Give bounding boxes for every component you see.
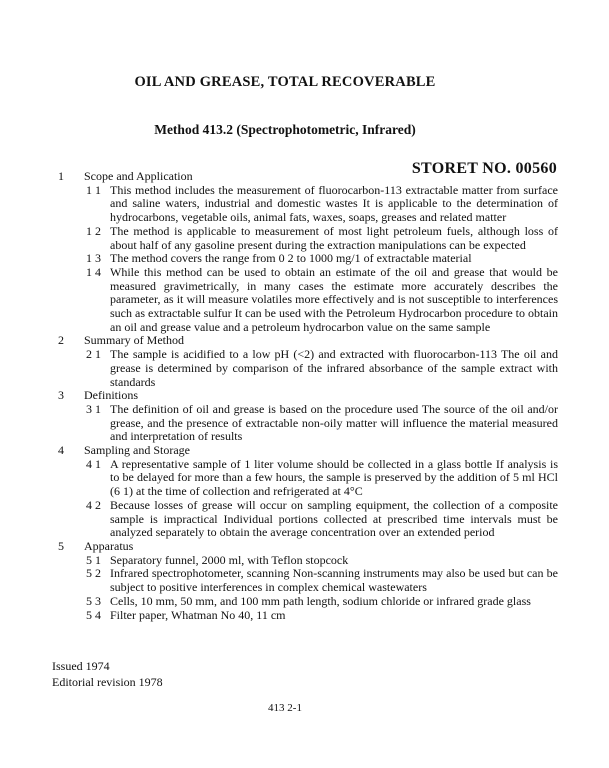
subsection — [86, 567, 558, 594]
subsection-text: Cells, 10 mm, 50 mm, and 100 mm path length, sodium chloride or infrared grade glass — [110, 593, 531, 608]
section-number: 2 — [58, 333, 64, 348]
subsection-number: 5 4 — [86, 607, 101, 622]
subsection-number: 2 1 — [86, 347, 101, 362]
subsection — [86, 266, 558, 335]
revision-date: Editorial revision 1978 — [52, 674, 163, 689]
subsection-text: A representative sample of 1 liter volume should be collected in a glass bottle If analysis is to be delayed for more than a few hours, the sample is preserved by the addition of 5 ml HCl (6 1) at the time of collection and refrigerated at 4°C — [110, 456, 558, 499]
subsection-text: The definition of oil and grease is based on the procedure used The source of the oil and/or grease, and the presence of extractable non-oily matter will influence the material measured and interpretation of results — [110, 401, 558, 444]
section-heading — [58, 170, 558, 184]
section-heading — [58, 444, 558, 458]
subsection-number: 4 2 — [86, 497, 101, 512]
subsection-text: The method covers the range from 0 2 to 1000 mg/1 of extractable material — [110, 251, 472, 266]
subsection-text: Separatory funnel, 2000 ml, with Teflon stopcock — [110, 552, 349, 567]
subsection-number: 1 1 — [86, 182, 101, 197]
subsection-number: 1 3 — [86, 251, 101, 266]
section-heading — [58, 540, 558, 554]
subsection-text: Infrared spectrophotometer, scanning Non-scanning instruments may also be used but can be subject to positive interferences in complex chemical wastewaters — [110, 566, 558, 595]
section-title: Summary of Method — [84, 333, 184, 348]
section-title: Definitions — [84, 388, 138, 403]
subsection — [86, 225, 558, 252]
subsection — [86, 458, 558, 499]
subsection — [86, 184, 558, 225]
subsection — [86, 252, 558, 266]
subsection — [86, 595, 558, 609]
section-heading — [58, 389, 558, 403]
subsection — [86, 348, 558, 389]
subsection-number: 1 4 — [86, 264, 101, 279]
subsection-number: 5 3 — [86, 593, 101, 608]
subsection-number: 4 1 — [86, 456, 101, 471]
section-number: 4 — [58, 443, 64, 458]
subsection — [86, 499, 558, 540]
storet-number: STORET NO. 00560 — [411, 160, 557, 177]
document-title: OIL AND GREASE, TOTAL RECOVERABLE — [134, 74, 436, 90]
subsection-text: The sample is acidified to a low pH (<2) and extracted with fluorocarbon-113 The oil and grease is determined by comparison of the infrared absorbance of the sample extract with standards — [110, 347, 558, 389]
section-number: 3 — [58, 388, 64, 403]
document-footer — [52, 659, 163, 690]
issued-date: Issued 1974 — [52, 659, 110, 673]
subsection-text: This method includes the measurement of fluorocarbon-113 extractable matter from surface and saline waters, industrial and domestic wastes It is applicable to the determination of hydrocarbons, vegetable oils, animal fats, waxes, soaps, greases and related matter — [110, 182, 558, 225]
subsection-number: 5 1 — [86, 552, 101, 567]
subsection-number: 5 2 — [86, 566, 101, 581]
section-title: Apparatus — [84, 538, 134, 553]
subsection — [86, 609, 558, 623]
page-number: 413 2-1 — [268, 702, 302, 714]
subsection-text: While this method can be used to obtain an estimate of the oil and grease that would be measured gravimetrically, in many cases the estimate more accurately describes the parameter, as it will measure volatiles more effectively and is not susceptible to interferences such as extractable sulfur It can be used with the Petroleum Hydrocarbon procedure to obtain an oil and grease value and a petroleum hydrocarbon value on the same sample — [110, 264, 558, 334]
section-title: Scope and Application — [84, 169, 193, 183]
subsection — [86, 403, 558, 444]
subsection-text: The method is applicable to measurement of most light petroleum fuels, although loss of about half of any gasoline present during the extraction manipulations can be expected — [110, 223, 558, 252]
section-heading — [58, 334, 558, 348]
document-body — [58, 170, 558, 622]
subsection — [86, 554, 558, 568]
section-number: 1 — [58, 169, 64, 183]
section-title: Sampling and Storage — [84, 443, 190, 458]
section-number: 5 — [58, 538, 64, 553]
subsection-number: 3 1 — [86, 401, 101, 416]
subsection-number: 1 2 — [86, 223, 101, 238]
method-subtitle: Method 413.2 (Spectrophotometric, Infrared) — [154, 122, 416, 137]
subsection-text: Filter paper, Whatman No 40, 11 cm — [110, 607, 286, 622]
subsection-text: Because losses of grease will occur on sampling equipment, the collection of a composite sample is impractical Individual portions collected at prescribed time intervals must be analyzed separately to obtain the average concentration over an extended period — [110, 497, 558, 540]
